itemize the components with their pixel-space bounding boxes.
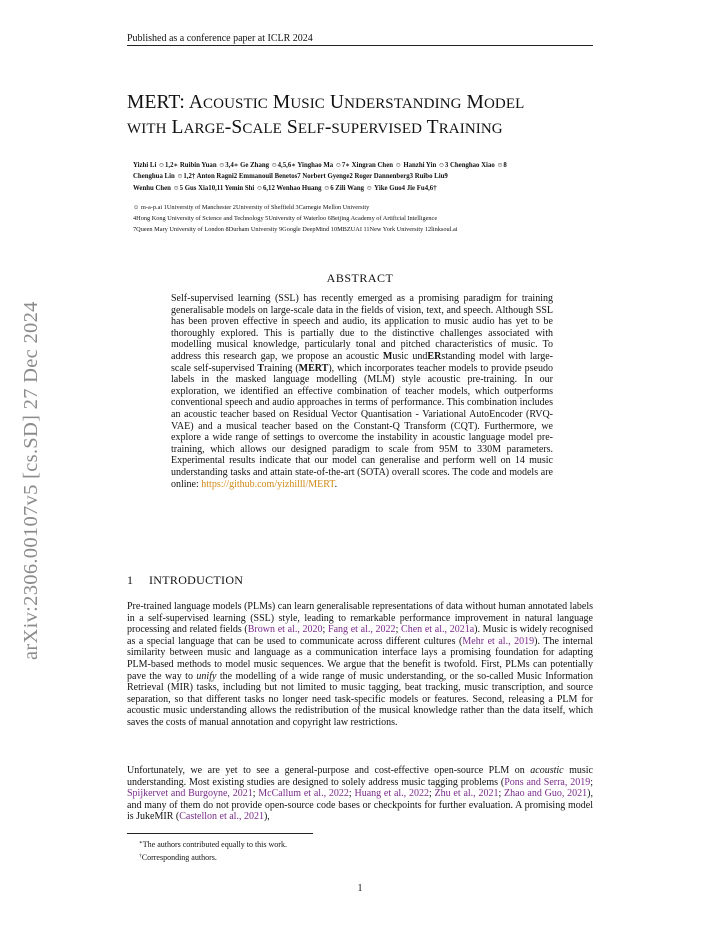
abstract-text: Self-supervised learning (SSL) has recently emerged as a promising paradigm for training generalisable models on large-scale data in the fields of vision, text, and speech. Although SSL has been proven effective in speech and audio, its application to music audio has yet to be thoroughly explored. This is partially due to the distinctive challenges associated with modelling musical knowledge, particularly tonal and pitched characteristics of music. To address this research gap, we propose an acoustic Music undERstanding model with large-scale self-supervised Training (MERT), which incorporates teacher models to provide pseudo labels in the masked language modelling (MLM) style acoustic pre-training. In our exploration, we identified an effective combination of teacher models, which outperforms conventional speech and audio approaches in terms of performance. This combination includes an acoustic teacher based on Residual Vector Quantisation - Variational AutoEncoder (RVQ-VAE) and a musical teacher based on the Constant-Q Transform (CQT). Furthermore, we explore a wide range of settings to overcome the instability in acoustic language model pre-training, which allows our designed paradigm to scale from 95M to 330M parameters. Experimental results indicate that our model can generalise and perform well on 14 music understanding tasks and attain state-of-the-art (SOTA) overall scores. The code and models are online: https://github.com/yizhilll/MERT. [171, 293, 554, 490]
title-line-1: MERT: ACOUSTIC MUSIC UNDERSTANDING MODEL [127, 92, 525, 113]
code-link[interactable]: https://github.com/yizhilll/MERT [201, 478, 335, 490]
paper-title [127, 91, 607, 141]
footnote-corresponding: †Corresponding authors. [139, 852, 217, 862]
author-list [133, 160, 603, 194]
citation-link[interactable]: McCallum et al., 2022 [258, 788, 349, 800]
citation-link[interactable]: Pons and Serra, 2019 [504, 776, 591, 788]
author-line: Chenghua Lin ☺1,2† Anton Ragni2 Emmanouil Benetos7 Norbert Gyenge2 Roger Dannenberg3 Ruibo Liu9 [133, 173, 448, 181]
arxiv-identifier: arXiv:2306.00107v5 [cs.SD] 27 Dec 2024 [20, 301, 42, 660]
author-line: Yizhi Li ☺1,2∗ Ruibin Yuan ☺3,4∗ Ge Zhang ☺4,5,6∗ Yinghao Ma ☺7∗ Xingran Chen ☺ Hanzhi Yin ☺3 Chenghao Xiao ☺8 [133, 162, 507, 169]
title-line-2: WITH LARGE-SCALE SELF-SUPERVISED TRAINING [127, 117, 503, 138]
affiliation-line: 7Queen Mary University of London 8Durham University 9Google DeepMind 10MBZUAI 11New York University 12linksoul.ai [133, 226, 458, 233]
citation-link[interactable]: Mehr et al., 2019 [462, 635, 535, 647]
citation-link[interactable]: Castellon et al., 2021 [179, 811, 264, 823]
footnote-equal-contribution: ∗The authors contributed equally to this work. [139, 840, 287, 849]
citation-link[interactable]: Huang et al., 2022 [354, 788, 429, 800]
affiliation-line: ☺ m-a-p.ai 1University of Manchester 2University of Sheffield 3Carnegie Mellon University [133, 204, 370, 211]
section-title: INTRODUCTION [149, 573, 244, 587]
section-heading-introduction [127, 573, 243, 588]
citation-link[interactable]: Spijkervet and Burgoyne, 2021 [127, 788, 253, 800]
affiliations [133, 202, 603, 235]
section-number: 1 [127, 573, 134, 587]
page-number: 1 [357, 883, 363, 894]
intro-paragraph-2: Unfortunately, we are yet to see a general-purpose and cost-effective open-source PLM on acoustic music understanding. Most existing studies are designed to solely address music tagging problems (Pons and Serra, 2019; Spijkervet and Burgoyne, 2021; McCallum et al., 2022; Huang et al., 2022; Zhu et al., 2021; Zhao and Guo, 2021), and many of them do not provide open-source code bases or checkpoints for further evaluation. A promising model is JukeMIR (Castellon et al., 2021), [127, 765, 594, 823]
citation-link[interactable]: Brown et al., 2020 [247, 624, 323, 636]
author-line: Wenhu Chen ☺5 Gus Xia10,11 Yemin Shi ☺6,12 Wenhao Huang ☺6 Zili Wang ☺ Yike Guo4 Jie Fu4,6† [133, 184, 437, 192]
citation-link[interactable]: Zhu et al., 2021 [434, 788, 499, 800]
arxiv-sidebar [20, 244, 44, 660]
footnote-rule [127, 833, 313, 834]
affiliation-line: 4Hong Kong University of Science and Technology 5University of Waterloo 6Beijing Academy of Artificial Intelligence [133, 215, 438, 222]
citation-link[interactable]: Fang et al., 2022 [328, 624, 396, 636]
abstract-heading: ABSTRACT [326, 271, 394, 285]
conference-header: Published as a conference paper at ICLR 2024 [127, 33, 313, 44]
citation-link[interactable]: Chen et al., 2021a [401, 624, 475, 636]
footnotes [139, 838, 287, 863]
intro-paragraph-1: Pre-trained language models (PLMs) can learn generalisable representations of data without human annotated labels in a self-supervised learning (SSL) style, leading to remarkable performance improvement in natural language processing and related fields (Brown et al., 2020; Fang et al., 2022; Chen et al., 2021a). Music is widely recognised as a special language that can be used to communicate across different cultures (Mehr et al., 2019). The internal similarity between music and language as a communication interface lays a promising foundation for adapting PLM-based methods to model music sequences. We argue that the benefit is twofold. First, PLMs can potentially pave the way to unify the modelling of a wide range of music understanding, or the so-called Music Information Retrieval (MIR) tasks, including but not limited to music tagging, beat tracking, music transcription, and source separation, so that different tasks no longer need task-specific models or features. Second, releasing a PLM for acoustic music understanding allows the redistribution of the musical knowledge rather than the data itself, which saves the costs of manual annotation and copyright law restrictions. [127, 601, 593, 728]
header-rule [127, 45, 593, 46]
citation-link[interactable]: Zhao and Guo, 2021 [504, 788, 588, 800]
